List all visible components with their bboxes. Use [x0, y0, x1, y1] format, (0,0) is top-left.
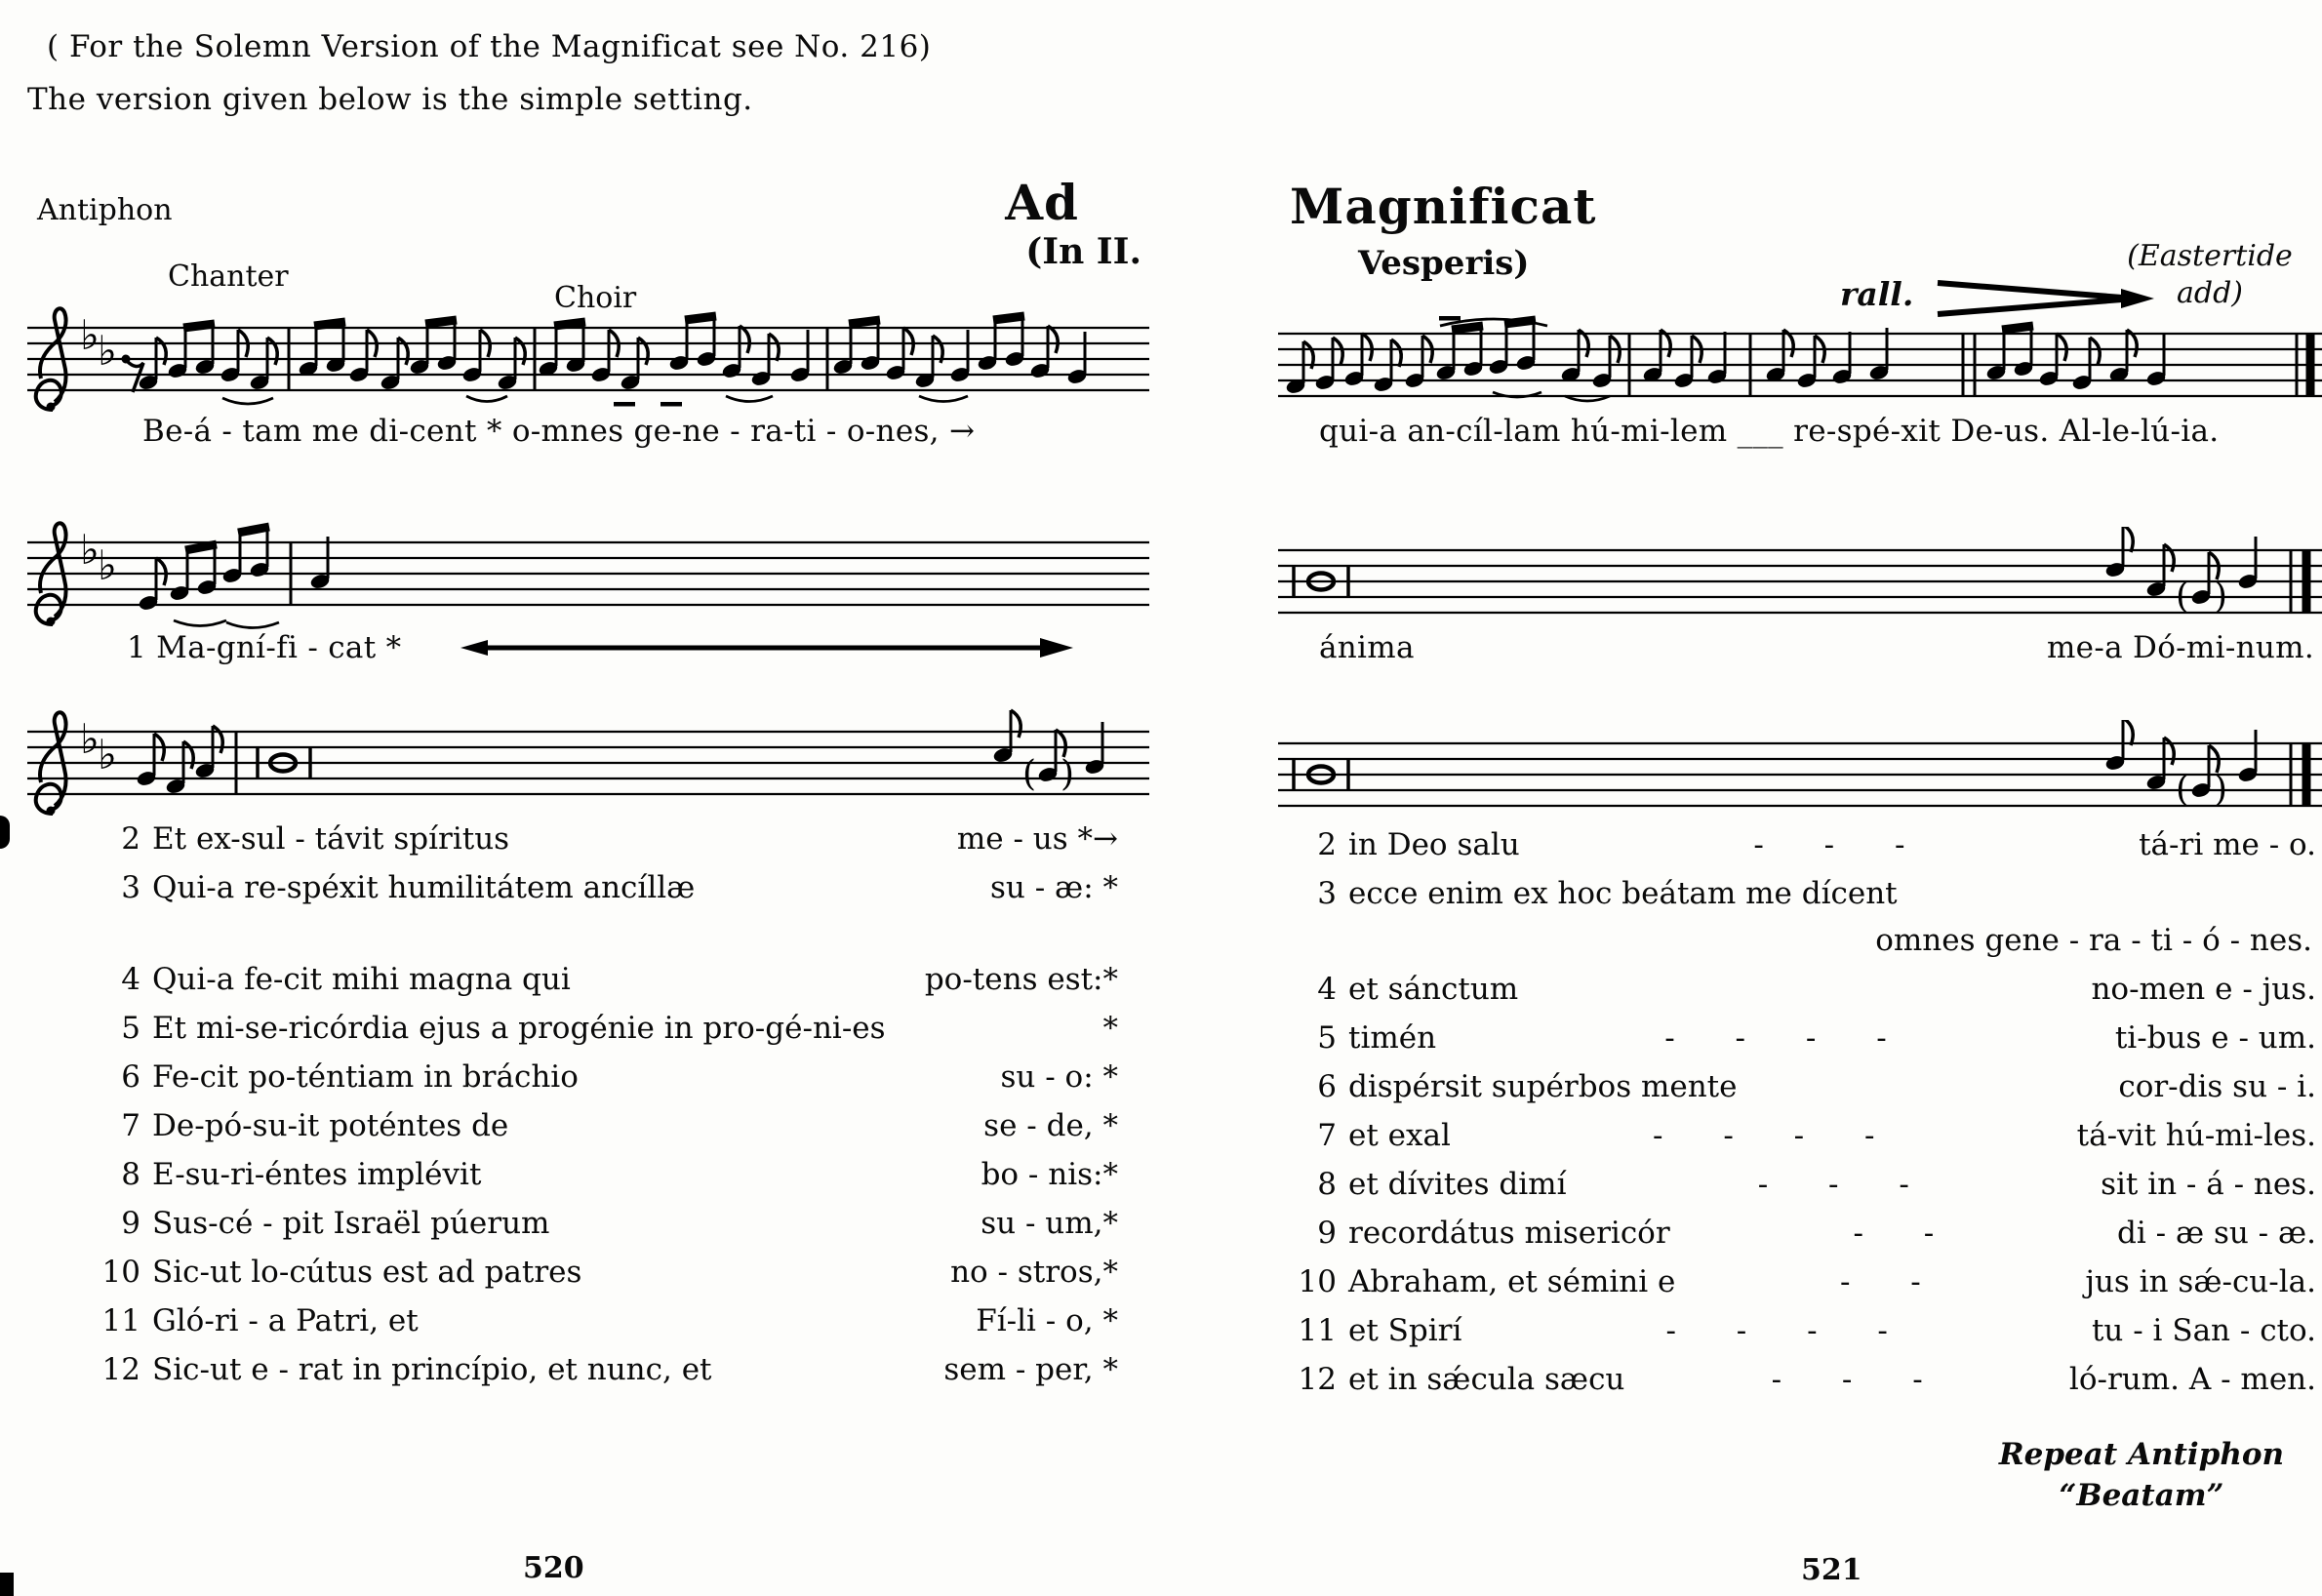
verse-vend: * — [1102, 1011, 1118, 1046]
header-line-1: ( For the Solemn Version of the Magnificat see No. 216) — [47, 29, 932, 64]
verse-vtext: Qui-a re-spéxit humilitátem ancíllæ — [152, 870, 696, 905]
verse-num: 5 — [121, 1011, 140, 1046]
verse-row — [1290, 876, 2316, 911]
verse-vend: tá-ri me - o. — [2139, 827, 2316, 862]
verse-num: 3 — [121, 870, 140, 905]
verse-vtext: et in sǽcula sæcu — [1348, 1362, 1625, 1397]
verse-vend: su - o: * — [1000, 1059, 1118, 1095]
verse-vend: cor-dis su - i. — [2118, 1069, 2316, 1104]
verse-num: 10 — [101, 1255, 140, 1290]
choir-label: Choir — [554, 281, 637, 315]
left-verse-list — [94, 821, 1118, 1401]
scan-smudge-left-edge — [0, 816, 10, 849]
svg-text:(: ( — [2176, 770, 2190, 810]
staff-left-2 — [27, 519, 1149, 646]
verse-row — [1290, 827, 2316, 862]
verse-vend: jus in sǽ-cu-la. — [2085, 1264, 2316, 1299]
verse-vend: Fí-li - o, * — [976, 1303, 1118, 1338]
eastertide-note — [2098, 238, 2322, 312]
verse-vtext: E-su-ri-éntes implévit — [152, 1157, 482, 1192]
repeat-antiphon-line-2: “Beatam” — [2059, 1478, 2224, 1513]
verse-row — [94, 870, 1118, 905]
svg-text:): ) — [2214, 577, 2228, 617]
left-lyric-line-2: 1 Ma-gní-fi - cat * — [127, 630, 402, 665]
verse-vend: tu - i San - cto. — [2091, 1313, 2316, 1348]
verse-row — [94, 1157, 1118, 1192]
svg-text:): ) — [2214, 770, 2228, 810]
verse-vtext: Fe-cit po-téntiam in bráchio — [152, 1059, 579, 1095]
right-lyric-line-2-right: me-a Dó-mi-num. — [2046, 630, 2314, 665]
continuation-arrow — [459, 632, 1073, 663]
verse-vend: me - us *→ — [956, 821, 1118, 857]
verse-row — [94, 1255, 1118, 1290]
verse-vend: tá-vit hú-mi-les. — [2076, 1118, 2316, 1153]
verse-row — [1290, 1264, 2316, 1299]
verse-vend: su - æ: * — [990, 870, 1118, 905]
left-page-number: 520 — [523, 1551, 584, 1585]
right-verse-list — [1290, 827, 2316, 1411]
verse-num: 6 — [1317, 1069, 1337, 1104]
svg-text:): ) — [1061, 754, 1075, 794]
verse-row — [94, 1059, 1118, 1095]
verse-vtext: De-pó-su-it poténtes de — [152, 1108, 509, 1143]
svg-text:(: ( — [1022, 754, 1037, 794]
header-line-2: The version given below is the simple setting. — [27, 82, 753, 117]
right-subtitle: Vesperis) — [1358, 244, 1530, 283]
verse-vtext: timén — [1348, 1020, 1437, 1056]
verse-num: 3 — [1317, 876, 1337, 911]
repeat-antiphon-line-1: Repeat Antiphon — [1998, 1437, 2285, 1472]
verse-num: 2 — [121, 821, 140, 857]
verse-row — [94, 821, 1118, 857]
verse-row — [94, 1352, 1118, 1387]
right-lyric-line-2 — [1319, 630, 2314, 665]
verse-vend: sit in - á - nes. — [2101, 1167, 2316, 1202]
eastertide-line-2: add) — [2177, 276, 2243, 310]
verse-vend: se - de, * — [983, 1108, 1118, 1143]
svg-text:♭: ♭ — [98, 731, 117, 778]
verse-row — [1290, 1118, 2316, 1153]
verse-vtext: Sus-cé - pit Israël púerum — [152, 1206, 550, 1241]
verse-row — [1290, 1362, 2316, 1397]
verse-vend: po-tens est:* — [924, 962, 1118, 997]
verse-num: 6 — [121, 1059, 140, 1095]
svg-text:♭: ♭ — [98, 541, 117, 589]
antiphon-label: Antiphon — [37, 193, 173, 227]
chanter-label: Chanter — [168, 259, 289, 294]
verse-vend: su - um,* — [981, 1206, 1118, 1241]
verse-vtext: et exal — [1348, 1118, 1451, 1153]
left-title-sub: (In II. — [1025, 231, 1141, 272]
verse-mid: - - — [1853, 1216, 1935, 1251]
verse-num: 11 — [101, 1303, 140, 1338]
verse-mid: - - - - — [1664, 1020, 1887, 1056]
verse-vend: ló-rum. A - men. — [2068, 1362, 2316, 1397]
verse-num: 10 — [1298, 1264, 1337, 1299]
svg-text:♭: ♭ — [80, 715, 100, 763]
verse-mid: - - - — [1753, 827, 1905, 862]
verse-vend: no-men e - jus. — [2091, 972, 2316, 1007]
verse-row — [94, 1206, 1118, 1241]
repeat-antiphon-note — [1971, 1434, 2312, 1516]
svg-text:(: ( — [2176, 577, 2190, 617]
verse-vtext: Et mi-se-ricórdia ejus a progénie in pro-gé-ni-es — [152, 1011, 886, 1046]
verse-num: 12 — [101, 1352, 140, 1387]
staff-left-3 — [27, 708, 1149, 835]
verse-vtext: et dívites dimí — [1348, 1167, 1567, 1202]
verse-vend: ti-bus e - um. — [2114, 1020, 2316, 1056]
verse-num: 7 — [121, 1108, 140, 1143]
verse-num: 12 — [1298, 1362, 1337, 1397]
svg-text:♭: ♭ — [80, 526, 100, 574]
left-title-block — [859, 174, 1141, 272]
verse-mid: - - — [1839, 1264, 1921, 1299]
verse-vtext: ecce enim ex hoc beátam me dícent — [1348, 876, 1898, 911]
verse-vtext: Abraham, et sémini e — [1348, 1264, 1676, 1299]
verse-row — [1290, 1020, 2316, 1056]
verse-3-overflow: omnes gene - ra - ti - ó - nes. — [1875, 923, 2312, 958]
verse-num: 9 — [121, 1206, 140, 1241]
verse-vend: sem - per, * — [943, 1352, 1118, 1387]
verse-row — [94, 1011, 1118, 1046]
verse-num: 8 — [1317, 1167, 1337, 1202]
verse-num: 7 — [1317, 1118, 1337, 1153]
verse-vtext: Qui-a fe-cit mihi magna qui — [152, 962, 571, 997]
verse-row — [94, 962, 1118, 997]
verse-row — [1290, 972, 2316, 1007]
verse-num: 4 — [121, 962, 140, 997]
verse-mid: - - - — [1757, 1167, 1909, 1202]
eastertide-line-1: (Eastertide — [2127, 239, 2293, 273]
verse-num: 11 — [1298, 1313, 1337, 1348]
verse-num: 2 — [1317, 827, 1337, 862]
verse-num: 9 — [1317, 1216, 1337, 1251]
verse-vtext: Gló-ri - a Patri, et — [152, 1303, 419, 1338]
verse-row — [1290, 1313, 2316, 1348]
verse-mid: - - - — [1771, 1362, 1923, 1397]
verse-vtext: Et ex-sul - távit spíritus — [152, 821, 510, 857]
verse-vtext: recordátus misericór — [1348, 1216, 1670, 1251]
verse-vend: di - æ su - æ. — [2117, 1216, 2316, 1251]
verse-num: 5 — [1317, 1020, 1337, 1056]
verse-mid: - - - - — [1665, 1313, 1888, 1348]
right-page-number: 521 — [1801, 1553, 1862, 1587]
right-lyric-line-2-left: ánima — [1319, 630, 1415, 665]
verse-vtext: Sic-ut e - rat in princípio, et nunc, et — [152, 1352, 712, 1387]
verse-row — [1290, 1167, 2316, 1202]
right-lyric-line-1: qui-a an-cíl-lam hú-mi-lem ___ re-spé-xit De-us. Al-le-lú-ia. — [1319, 414, 2220, 449]
staff-left-1 — [27, 304, 1149, 431]
verse-row — [94, 1303, 1118, 1338]
verse-mid: - - - - — [1653, 1118, 1875, 1153]
left-lyric-line-1: Be-á - tam me di-cent * o-mnes ge-ne - ra-ti - o-nes, → — [142, 414, 976, 449]
verse-row — [1290, 1069, 2316, 1104]
left-title: Ad — [1005, 174, 1079, 231]
right-title: Magnificat — [1290, 178, 1597, 235]
verse-row — [94, 1108, 1118, 1143]
verse-vend: no - stros,* — [950, 1255, 1118, 1290]
verse-vtext: dispérsit supérbos mente — [1348, 1069, 1738, 1104]
verse-vend: bo - nis:* — [981, 1157, 1118, 1192]
verse-vtext: et sánctum — [1348, 972, 1519, 1007]
verse-num: 8 — [121, 1157, 140, 1192]
verse-row — [1290, 1216, 2316, 1251]
svg-text:♭: ♭ — [98, 327, 117, 375]
verse-vtext: in Deo salu — [1348, 827, 1520, 862]
verse-vtext: Sic-ut lo-cútus est ad patres — [152, 1255, 582, 1290]
scan-smudge-bottom-left — [0, 1573, 14, 1596]
verse-vtext: et Spirí — [1348, 1313, 1462, 1348]
svg-text:♭: ♭ — [80, 311, 100, 359]
rall-marking: rall. — [1840, 275, 1914, 313]
verse-num: 4 — [1317, 972, 1337, 1007]
